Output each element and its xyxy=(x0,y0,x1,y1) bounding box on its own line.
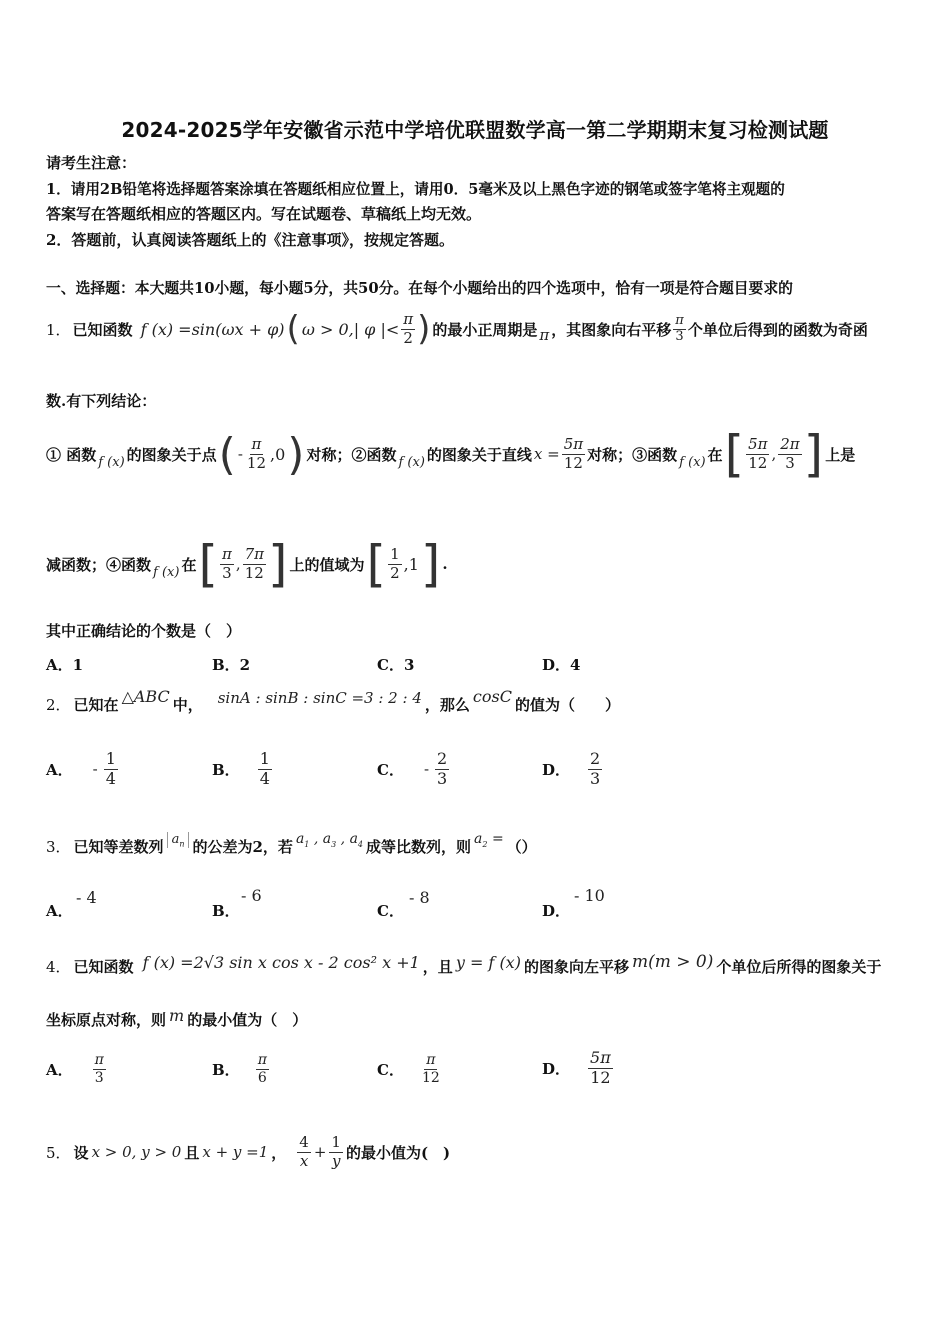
q5-text: 的最小值为( ) xyxy=(345,1143,451,1162)
option-label: D． xyxy=(542,1059,571,1078)
open-paren: ( xyxy=(286,309,300,349)
terms-a1-a3-a4: $a_1$ , $a_3$ , $a_4$ xyxy=(295,831,364,849)
sequence-an: $a_n$ xyxy=(167,832,190,849)
open-bracket: [ xyxy=(366,535,387,593)
option-value: $\frac{5\pi}{12}$ xyxy=(590,1048,611,1087)
open-bracket: [ xyxy=(724,425,745,483)
conclusion-3: 对称；③函数 xyxy=(587,445,678,464)
fx-label: f (x) xyxy=(679,454,706,470)
q1-function: f (x) =sin(ωx + φ) xyxy=(140,319,285,339)
interval-start: $\frac{\pi}{3}$ xyxy=(221,545,232,582)
q3-option-d[interactable] xyxy=(542,900,570,921)
q4-text: 已知函数 xyxy=(73,957,134,976)
interval-end: $\frac{2\pi}{3}$ xyxy=(780,435,800,472)
option-value: $\frac{\pi}{12}$ xyxy=(421,1052,440,1086)
question-number: 4． xyxy=(46,957,71,976)
q4-text: 的最小值为（ ） xyxy=(187,1010,308,1029)
q2-option-c[interactable] xyxy=(377,744,449,794)
fx-label: f (x) xyxy=(153,564,180,580)
q5-equation: x + y =1 xyxy=(202,1143,269,1161)
q3-option-b[interactable] xyxy=(212,900,240,921)
close-bracket: ] xyxy=(268,535,288,593)
q3-option-d-value: - 10 xyxy=(574,886,605,905)
option-label: A． xyxy=(46,760,73,779)
open-paren: ( xyxy=(218,428,236,480)
q5-condition: x > 0, y > 0 xyxy=(91,1143,182,1161)
q3-text: 已知等差数列 xyxy=(73,837,164,856)
q1-conclusions-line-1 xyxy=(46,424,855,484)
open-bracket: [ xyxy=(198,535,218,593)
close-bracket: ] xyxy=(803,425,824,483)
fraction-1-over-y: $\frac{1}{y}$ xyxy=(331,1133,341,1170)
question-number: 3． xyxy=(46,837,71,856)
question-5 xyxy=(46,1124,450,1180)
q1-text: ，其图象向右平移 xyxy=(551,320,672,339)
q2-option-a[interactable] xyxy=(46,744,118,794)
q4-text: ，且 xyxy=(422,957,453,976)
notice-heading: 请考生注意： xyxy=(46,154,137,172)
minus-sign: - xyxy=(92,760,98,778)
question-number: 5． xyxy=(46,1143,71,1162)
question-3 xyxy=(46,826,537,866)
line-x-value: $\frac{5\pi}{12}$ xyxy=(563,435,584,472)
option-value: $\frac{\pi}{6}$ xyxy=(257,1052,267,1086)
q3-text: 的公差为2，若 xyxy=(192,837,293,856)
shift-m: m(m > 0) xyxy=(631,952,714,972)
q1-text: 在 xyxy=(181,555,197,574)
q3-option-a[interactable] xyxy=(46,900,73,921)
q4-text: 坐标原点对称，则 xyxy=(46,1010,167,1029)
q1-text: 在 xyxy=(707,445,723,464)
plus-sign: + xyxy=(313,1143,327,1161)
option-label: A． xyxy=(46,902,73,920)
q1-text: 的最小正周期是 xyxy=(432,320,538,339)
cos-c: cosC xyxy=(472,686,512,706)
q1-option-d[interactable]: D．4 xyxy=(542,656,581,674)
option-label: C． xyxy=(377,760,404,779)
sine-ratio: sinA : sinB : sinC =3 : 2 : 4 xyxy=(217,689,422,707)
q4-text: 的图象向左平移 xyxy=(523,957,629,976)
q3-option-b-value: - 6 xyxy=(241,886,262,905)
option-label: C． xyxy=(377,902,404,920)
q4-option-c[interactable] xyxy=(377,1044,442,1094)
q4-text: 个单位后所得的图象关于 xyxy=(716,957,882,976)
option-label: D． xyxy=(542,760,571,779)
q3-text: 成等比数列，则 xyxy=(366,837,472,856)
minus-sign: - xyxy=(237,445,243,463)
q2-option-b[interactable] xyxy=(212,744,272,794)
question-1-line-2: 数.有下列结论： xyxy=(46,392,157,410)
q2-option-d[interactable] xyxy=(542,744,602,794)
notice-line-1: 1．请用2B铅笔将选择题答案涂填在答题纸相应位置上，请用0．5毫米及以上黑色字迹的钢笔或签字笔将主观题的 xyxy=(46,181,785,198)
y-equals-fx: y = f (x) xyxy=(455,952,521,972)
fraction-pi-over-3: $\frac{\pi}{3}$ xyxy=(675,312,684,344)
q1-text: 的图象关于直线 xyxy=(426,445,532,464)
minus-sign: - xyxy=(423,760,430,778)
term-a2: $a_2$ = xyxy=(474,831,504,849)
q1-text: 的图象关于点 xyxy=(126,445,217,464)
option-label: B． xyxy=(212,902,240,920)
option-value: $\frac{\pi}{3}$ xyxy=(94,1052,104,1086)
q1-condition: ω > 0,| φ |< xyxy=(301,319,400,339)
option-value: $\frac{1}{4}$ xyxy=(105,749,116,788)
q1-option-c[interactable]: C．3 xyxy=(377,656,415,674)
question-number: 1． xyxy=(46,320,71,339)
q1-conclusions-line-2 xyxy=(46,534,448,594)
question-2 xyxy=(46,684,620,724)
range-start: $\frac{1}{2}$ xyxy=(390,545,400,582)
q1-text: 个单位后得到的函数为奇函 xyxy=(687,320,868,339)
fx-label: f (x) xyxy=(98,454,125,470)
question-4-line-2 xyxy=(46,1004,307,1034)
q4-option-d[interactable] xyxy=(542,1040,613,1096)
conclusion-1: ① 函数 xyxy=(46,445,97,464)
option-value: $\frac{2}{3}$ xyxy=(437,749,448,788)
fraction-4-over-x: $\frac{4}{x}$ xyxy=(299,1133,309,1170)
comma: , xyxy=(235,555,241,573)
q4-function: f (x) =2√3 sin x cos x - 2 cos² x +1 xyxy=(142,952,420,972)
q4-option-b[interactable] xyxy=(212,1044,269,1094)
section-heading: 一、选择题：本大题共10小题，每小题5分，共50分。在每个小题给出的四个选项中，恰有一项是符合题目要求的 xyxy=(46,280,793,297)
q5-text: 设 xyxy=(73,1143,89,1162)
q5-text: ， xyxy=(271,1143,287,1162)
fx-label: f (x) xyxy=(398,454,425,470)
q2-text: 已知在 xyxy=(73,695,119,714)
q5-text: 且 xyxy=(184,1143,200,1162)
close-paren: ) xyxy=(417,309,431,349)
option-label: C． xyxy=(377,1060,404,1079)
q3-option-c[interactable] xyxy=(377,900,404,921)
page-title: 2024-2025学年安徽省示范中学培优联盟数学高一第二学期期末复习检测试题 xyxy=(121,118,829,142)
line-x: x = xyxy=(533,445,560,463)
q4-option-a[interactable] xyxy=(46,1044,106,1094)
question-4-line-1 xyxy=(46,946,881,986)
q1-question: 其中正确结论的个数是（ ） xyxy=(46,622,242,640)
question-1-line-1 xyxy=(46,304,868,354)
q1-option-b[interactable]: B．2 xyxy=(212,656,251,674)
question-number: 2． xyxy=(46,695,71,714)
q3-option-a-value: - 4 xyxy=(76,888,97,907)
option-label: A． xyxy=(46,1060,73,1079)
fraction-pi-over-2: $\frac{\pi}{2}$ xyxy=(403,310,414,347)
interval-end: $\frac{7\pi}{12}$ xyxy=(244,545,265,582)
q1-period: π xyxy=(539,326,550,344)
point-y: ,0 xyxy=(270,444,286,464)
conclusion-2: 对称；②函数 xyxy=(306,445,397,464)
q3-option-c-value: - 8 xyxy=(409,888,430,907)
q1-text: 上是 xyxy=(825,445,856,464)
conclusion-4: 减函数；④函数 xyxy=(46,555,152,574)
q1-text: 已知函数 xyxy=(72,320,133,339)
range-end: ,1 xyxy=(403,554,419,574)
option-value: $\frac{1}{4}$ xyxy=(259,749,270,788)
option-label: B． xyxy=(212,760,240,779)
period-mark: . xyxy=(442,555,448,573)
close-paren: ) xyxy=(287,428,305,480)
notice-line-2: 答案写在答题纸相应的答题区内。写在试题卷、草稿纸上均无效。 xyxy=(46,205,482,223)
option-label: B． xyxy=(212,1060,240,1079)
q2-text: 的值为（ ） xyxy=(514,695,620,714)
triangle-abc: △ABC xyxy=(121,686,170,706)
variable-m: m xyxy=(169,1005,185,1025)
option-value: $\frac{2}{3}$ xyxy=(590,749,601,788)
point-x: $\frac{\pi}{12}$ xyxy=(246,435,267,472)
q1-option-a[interactable]: A．1 xyxy=(46,656,84,674)
close-bracket: ] xyxy=(420,535,441,593)
interval-start: $\frac{5\pi}{12}$ xyxy=(748,435,768,472)
q2-text: ，那么 xyxy=(424,695,470,714)
comma: , xyxy=(771,445,777,463)
q3-text: （） xyxy=(506,837,537,856)
notice-line-3: 2．答题前，认真阅读答题纸上的《注意事项》，按规定答题。 xyxy=(46,231,454,249)
q2-text: 中， xyxy=(172,695,203,714)
option-label: D． xyxy=(542,902,571,920)
q1-text: 上的值域为 xyxy=(289,555,365,574)
